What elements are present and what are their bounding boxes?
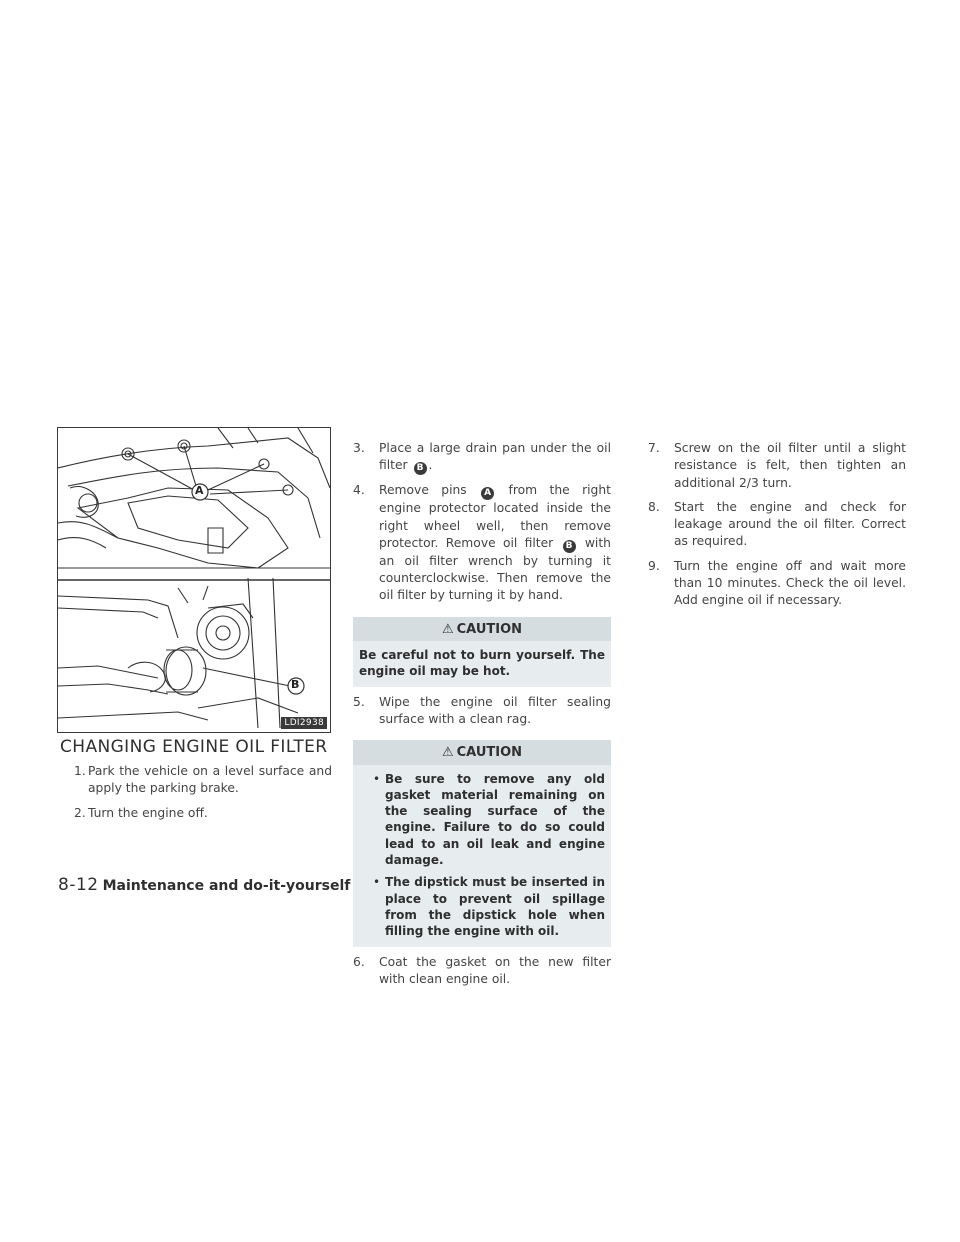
step-6	[353, 954, 611, 989]
caution-title: CAUTION	[456, 745, 523, 761]
caution-header	[353, 617, 611, 641]
step-text: Turn the engine off.	[88, 805, 208, 820]
step-text: Turn the engine off and wait more than 10 minutes. Check the oil level. Add engine oil if necessary.	[674, 558, 906, 608]
step-tail: .	[428, 458, 433, 473]
step-1	[60, 763, 332, 798]
step-text: Screw on the oil filter until a slight resistance is felt, then tighten an additional 2/3 turn.	[674, 441, 906, 490]
step-text: Start the engine and check for leakage around the oil filter. Correct as required.	[674, 499, 906, 549]
warning-icon: ⚠	[441, 621, 454, 637]
step-number: 4.	[353, 483, 365, 498]
step-number: 5.	[353, 694, 365, 709]
step-7	[648, 440, 906, 492]
column-1	[60, 763, 332, 829]
step-text: Coat the gasket on the new filter with clean engine oil.	[379, 954, 611, 986]
step-4	[353, 482, 611, 604]
bullet-text: Be sure to remove any old gasket material remaining on the sealing surface of the engine. Failure to do so could lead to an oil leak and engine damage.	[385, 771, 605, 868]
caution-header	[353, 740, 611, 764]
caution-box-2	[353, 740, 611, 946]
step-number: 1.	[74, 764, 86, 778]
page-footer	[58, 875, 350, 895]
warning-icon: ⚠	[441, 745, 454, 761]
step-text: Park the vehicle on a level surface and apply the parking brake.	[88, 764, 332, 796]
engine-drawing	[58, 428, 330, 732]
step-number: 2.	[74, 805, 86, 820]
step-text: Wipe the engine oil filter sealing surface with a clean rag.	[379, 694, 611, 726]
page-number: 8-12	[58, 875, 99, 895]
caution-bullet	[359, 771, 605, 869]
step-8	[648, 499, 906, 551]
step-text-part1: Remove pins	[379, 483, 467, 498]
column-2	[353, 440, 611, 995]
callout-a-label: A	[195, 484, 204, 497]
callout-b-label: B	[291, 678, 300, 691]
bullet-mark: •	[373, 771, 381, 786]
callout-b-badge: B	[563, 540, 576, 553]
caution-box-1	[353, 617, 611, 687]
step-3	[353, 440, 611, 475]
bullet-mark: •	[373, 875, 381, 890]
step-text-part3: with an oil filter wrench by turning it counterclockwise. Then remove the oil filter by turning it by hand.	[379, 535, 611, 603]
engine-illustration	[57, 427, 331, 733]
step-number: 7.	[648, 441, 660, 455]
step-number: 8.	[648, 499, 660, 514]
section-heading: CHANGING ENGINE OIL FILTER	[60, 737, 328, 757]
step-number: 3.	[353, 441, 365, 455]
caution-title: CAUTION	[456, 621, 523, 637]
callout-a-badge: A	[481, 487, 494, 500]
callout-b-badge: B	[414, 462, 427, 475]
bullet-text: The dipstick must be inserted in place to prevent oil spillage from the dipstick hole when filling the engine with oil.	[385, 875, 605, 939]
column-3	[648, 440, 906, 617]
caution-body	[353, 765, 611, 947]
step-text: Place a large drain pan under the oil filter	[379, 441, 611, 473]
step-number: 9.	[648, 558, 660, 573]
caution-bullet	[359, 874, 605, 939]
step-number: 6.	[353, 954, 365, 969]
caution-text: Be careful not to burn yourself. The engine oil may be hot.	[353, 641, 611, 687]
figure-id: LDI2938	[281, 717, 327, 729]
step-5	[353, 694, 611, 729]
step-2	[60, 805, 332, 822]
section-name: Maintenance and do-it-yourself	[102, 878, 351, 894]
step-9	[648, 558, 906, 610]
step-text-part2: from the right engine protector located inside the right wheel well, then remove protector. Remove oil filter	[379, 483, 611, 550]
